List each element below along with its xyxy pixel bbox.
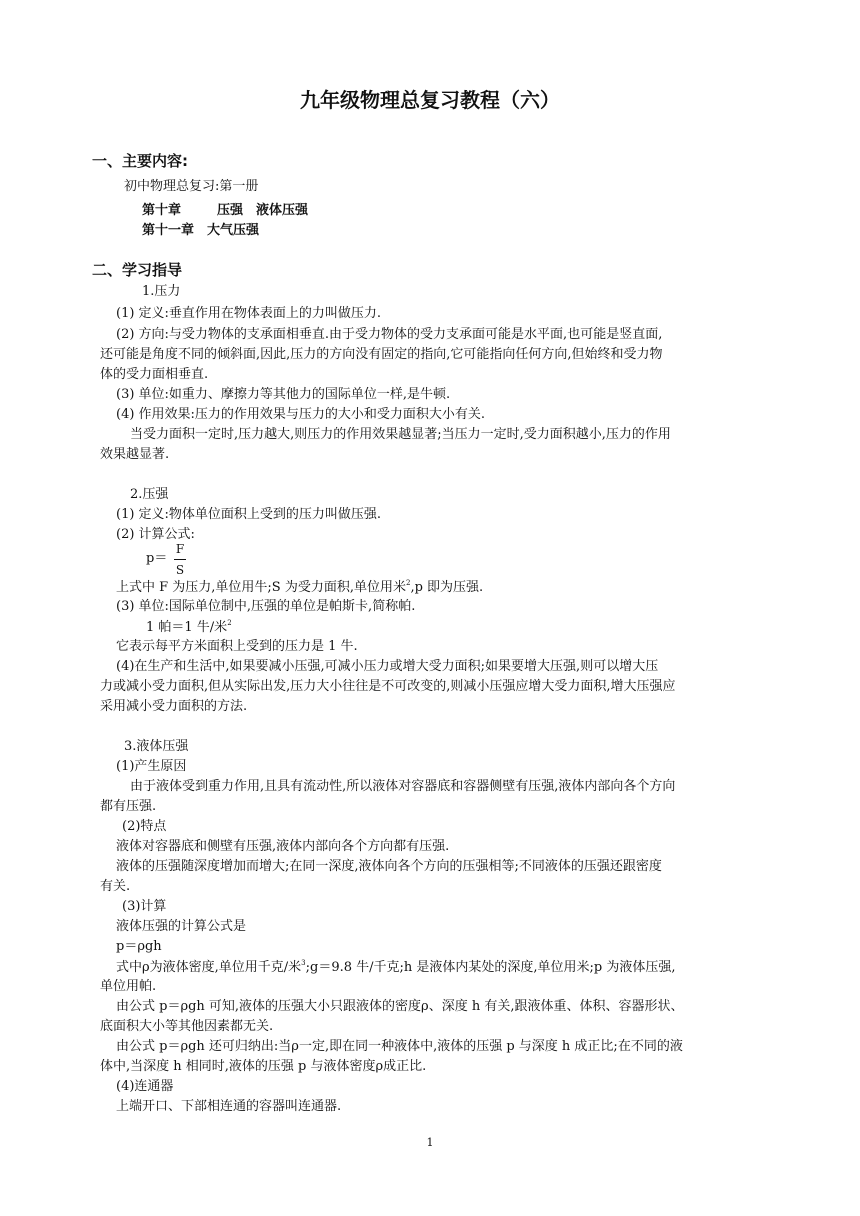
text-line: 当受力面积一定时,压力越大,则压力的作用效果越显著;当压力一定时,受力面积越小,压力的作用 <box>130 427 671 442</box>
text-line: 液体的压强随深度增加而增大;在同一深度,液体向各个方向的压强相等;不同液体的压强还跟密度 <box>116 859 662 874</box>
fraction-bar <box>174 559 186 560</box>
text-line: 上端开口、下部相连通的容器叫连通器. <box>116 1099 342 1114</box>
item-title: (3)计算 <box>122 899 167 914</box>
formula-lhs: p＝ <box>146 551 168 566</box>
text-line: 液体对容器底和侧壁有压强,液体内部向各个方向都有压强. <box>116 839 450 854</box>
text-line: (2) 方向:与受力物体的支承面相垂直.由于受力物体的受力支承面可能是水平面,也可能是竖直面, <box>116 327 663 342</box>
text-line: (1) 定义:垂直作用在物体表面上的力叫做压力. <box>116 306 382 321</box>
page-title: 九年级物理总复习教程（六） <box>300 88 560 112</box>
section-heading-main-content: 一、主要内容: <box>92 152 188 170</box>
text-line: (3) 单位:如重力、摩擦力等其他力的国际单位一样,是牛顿. <box>116 387 451 402</box>
intro-line: 初中物理总复习:第一册 <box>124 179 259 194</box>
subsection-title: 2.压强 <box>130 487 169 502</box>
chapter-10-number: 第十章 <box>142 203 182 218</box>
unit-definition: 1 帕＝1 牛/米$^2$ <box>146 619 232 635</box>
text-line: 体的受力面相垂直. <box>100 367 209 382</box>
text-line: 采用减小受力面积的方法. <box>100 699 248 714</box>
text-line: 式中ρ为液体密度,单位用千克/米$^3$;g＝9.8 牛/千克;h 是液体内某处的深度,单位用米;p 为液体压强, <box>116 959 676 975</box>
text-line: 由于液体受到重力作用,且具有流动性,所以液体对容器底和容器侧壁有压强,液体内部向各个方向 <box>130 779 676 794</box>
section-heading-study-guide: 二、学习指导 <box>92 261 183 279</box>
chapter-11: 第十一章 大气压强 <box>142 223 260 238</box>
text-line: 有关. <box>100 879 131 894</box>
subsection-title: 1.压力 <box>142 284 181 299</box>
text-line: 效果越显著. <box>100 447 170 462</box>
text-line: 它表示每平方米面积上受到的压力是 1 牛. <box>116 639 358 654</box>
text-line: 还可能是角度不同的倾斜面,因此,压力的方向没有固定的指向,它可能指向任何方向,但始终和受力物 <box>100 347 663 362</box>
text-line: 体中,当深度 h 相同时,液体的压强 p 与液体密度ρ成正比. <box>100 1059 427 1074</box>
text-line: 底面积大小等其他因素都无关. <box>100 1019 274 1034</box>
item-title: (4)连通器 <box>116 1079 174 1094</box>
item-title: (2)特点 <box>122 819 167 834</box>
text-line: 力或减小受力面积,但从实际出发,压力大小往往是不可改变的,则减小压强应增大受力面积,增大压强应 <box>100 679 676 694</box>
text-line: 上式中 F 为压力,单位用牛;S 为受力面积,单位用米$^2$,p 即为压强. <box>116 579 484 595</box>
text-line: 液体压强的计算公式是 <box>116 919 247 934</box>
formula-numerator: F <box>175 542 185 556</box>
item-title: (1)产生原因 <box>116 759 187 774</box>
liquid-pressure-formula: p＝ρgh <box>116 939 162 954</box>
pressure-formula-fraction <box>174 542 186 577</box>
text-line: (1) 定义:物体单位面积上受到的压力叫做压强. <box>116 507 382 522</box>
text-line: (2) 计算公式: <box>116 527 195 542</box>
text-line: (4) 作用效果:压力的作用效果与压力的大小和受力面积大小有关. <box>116 407 486 422</box>
text-line: 由公式 p＝ρgh 还可归纳出:当ρ一定,即在同一种液体中,液体的压强 p 与深度 h 成正比;在不同的液 <box>116 1039 683 1054</box>
text-line: 都有压强. <box>100 799 157 814</box>
formula-denominator: S <box>175 563 185 577</box>
text-line: 由公式 p＝ρgh 可知,液体的压强大小只跟液体的密度ρ、深度 h 有关,跟液体重、体积、容器形状、 <box>116 999 684 1014</box>
subsection-title: 3.液体压强 <box>124 739 189 754</box>
text-line: 单位用帕. <box>100 979 157 994</box>
page-number: 1 <box>426 1136 434 1149</box>
chapter-10-title: 压强 液体压强 <box>217 203 309 218</box>
text-line: (4)在生产和生活中,如果要减小压强,可减小压力或增大受力面积;如果要增大压强,则可以增大压 <box>116 659 659 674</box>
text-line: (3) 单位:国际单位制中,压强的单位是帕斯卡,简称帕. <box>116 599 416 614</box>
